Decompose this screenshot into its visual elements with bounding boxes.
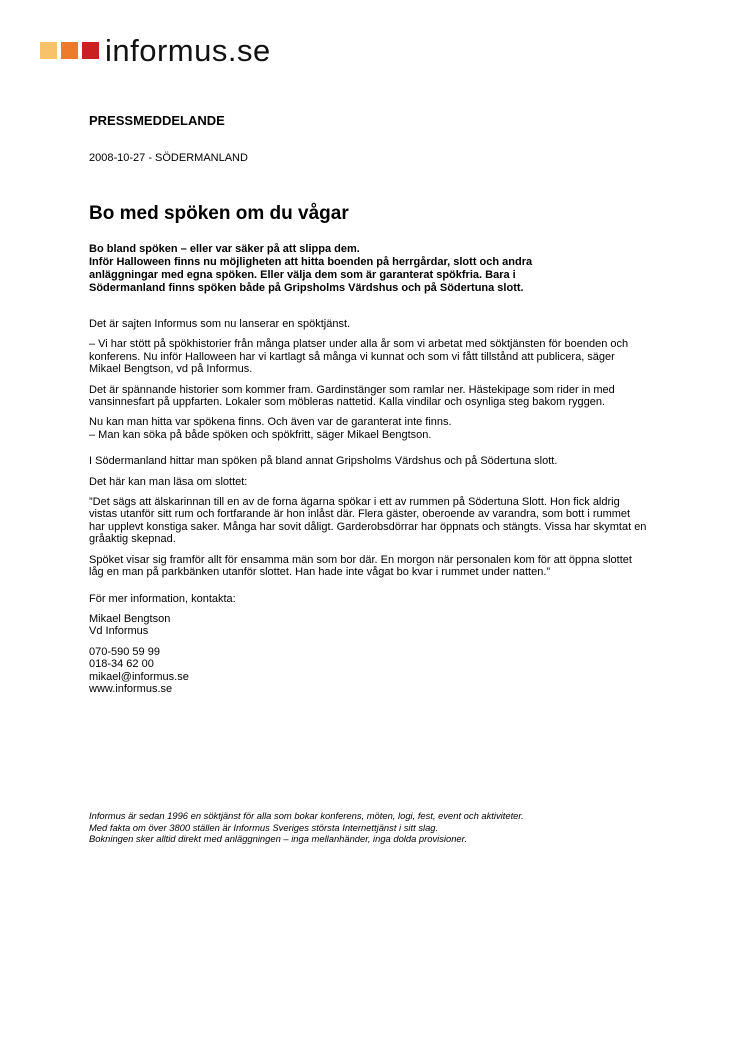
contact-name: Mikael Bengtson [89,612,171,625]
footer-boilerplate [89,810,524,845]
logo-square-red [82,42,99,59]
logo-square-orange [61,42,78,59]
lead-paragraph [89,243,532,295]
headline: Bo med spöken om du vågar [89,203,349,224]
footer-line: Informus är sedan 1996 en söktjänst för alla som bokar konferens, möten, logi, fest, event och aktiviteter. [89,810,524,821]
quote-paragraph: Spöket visar sig framför allt för ensamma män som bor där. En morgon när personalen kom för att öppna slottet låg en man på parkbänken utanför slottet. Han hade inte vågat bo kvar i rummet under natten.” [89,553,632,579]
body-paragraph: Det här kan man läsa om slottet: [89,475,248,488]
body-line: – Man kan söka på både spöken och spökfritt, säger Mikael Bengtson. [89,428,432,441]
body-paragraph: Det är spännande historier som kommer fram. Gardinstänger som ramlar ner. Hästekipage som rider in med vansinnesfart på uppfarten. Lokaler som möbleras nattetid. Kalla vindilar och osynliga steg bakom ryggen. [89,383,615,409]
body-paragraph: – Vi har stött på spökhistorier från många platser under alla år som vi arbetat med söktjänsten för boenden och konferens. Nu inför Halloween har vi kartlagt så många vi kunnat och som vi fått tillstånd att publicera, säger Mikael Bengtson, vd på Informus. [89,338,629,376]
contact-website: www.informus.se [89,682,173,695]
quote-paragraph: ”Det sägs att älskarinnan till en av de forna ägarna spökar i ett av rummen på Södertuna Slott. Hon fick aldrig vistas utanför sitt rum och fortfarande är hon inlåst där. Flera gäster, oberoende av varandra, som bott i rummet har upplevt konstiga saker. Många har sovit dåligt. Garderobsdörrar har öppnats och stängts. Vissa har skymtat en gråaktig skepnad. [89,496,647,546]
logo-text: informus.se [105,33,271,68]
contact-intro: För mer information, kontakta: [89,592,236,605]
contact-title: Vd Informus [89,625,149,638]
lead-line: anläggningar med egna spöken. Eller välja dem som är garanterat spökfria. Bara i [89,269,516,281]
body-paragraph: Det är sajten Informus som nu lanserar en spöktjänst. [89,318,351,330]
contact-details [89,646,649,696]
contact-email: mikael@informus.se [89,670,189,683]
dateline: 2008-10-27 - SÖDERMANLAND [89,152,248,164]
contact-person [89,613,649,638]
lead-line: Bo bland spöken – eller var säker på att slippa dem. [89,243,360,255]
body-text [89,318,649,703]
contact-phone: 070-590 59 99 [89,645,160,658]
lead-line: Inför Halloween finns nu möjligheten att hitta boenden på herrgårdar, slott och andra [89,256,533,268]
footer-line: Med fakta om över 3800 ställen är Informus Sveriges största Internettjänst i sitt slag. [89,821,439,833]
body-line: Nu kan man hitta var spökena finns. Och även var de garanterat inte finns. [89,416,452,429]
lead-line: Södermanland finns spöken både på Gripsholms Värdshus och på Södertuna slott. [89,282,524,294]
informus-logo [40,33,271,68]
footer-line: Bokningen sker alltid direkt med anläggningen – inga mellanhänder, inga dolda provisioner. [89,833,468,844]
logo-square-yellow [40,42,57,59]
body-paragraph [89,416,649,441]
press-label: PRESSMEDDELANDE [89,113,225,128]
contact-phone: 018-34 62 00 [89,658,154,671]
body-paragraph: I Södermanland hittar man spöken på bland annat Gripsholms Värdshus och på Södertuna slott. [89,455,558,468]
